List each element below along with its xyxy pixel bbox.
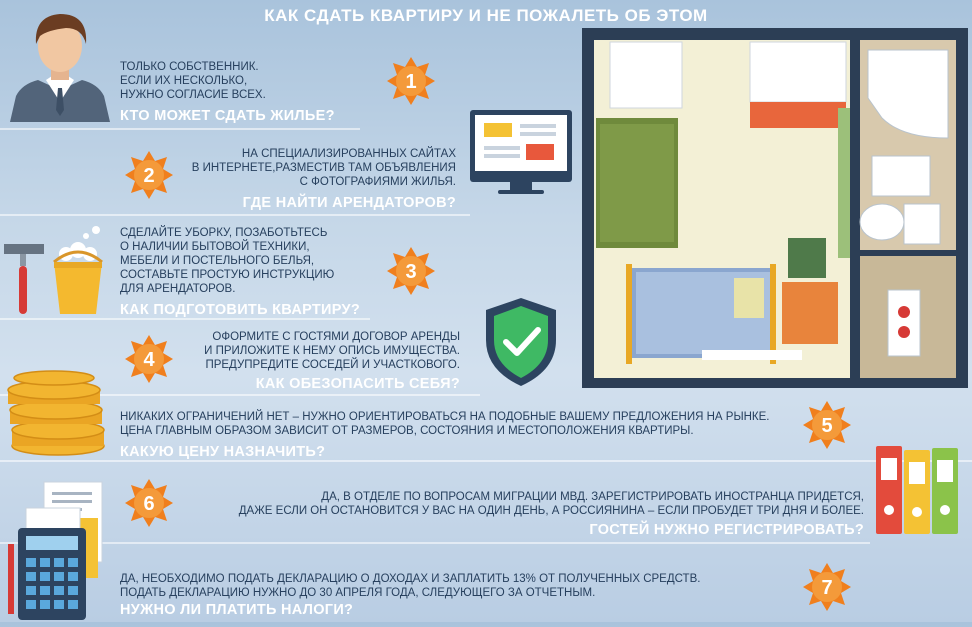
badge-2 [124,150,174,200]
cleaning-icon [4,222,108,316]
divider [0,460,972,462]
svg-text:3: 3 [405,261,417,283]
svg-text:4: 4 [143,349,155,371]
item-2-text: НА СПЕЦИАЛИЗИРОВАННЫХ САЙТАХ В ИНТЕРНЕТЕ,РАЗМЕСТИВ ТАМ ОБЪЯВЛЕНИЯ С ФОТОГРАФИЯМИ ЖИЛЬЯ. [191,148,456,188]
apartment-plan-illustration [582,28,968,388]
monitor-icon [470,110,572,194]
svg-text:1: 1 [405,71,417,93]
owner-avatar-icon [8,6,112,122]
badge-7 [802,562,852,612]
item-1-text: ТОЛЬКО СОБСТВЕННИК. ЕСЛИ ИХ НЕСКОЛЬКО, НУЖНО СОГЛАСИЕ ВСЕХ. [120,61,266,101]
badge-3 [386,246,436,296]
divider [0,318,370,320]
item-3-text: СДЕЛАЙТЕ УБОРКУ, ПОЗАБОТЬТЕСЬ О НАЛИЧИИ БЫТОВОЙ ТЕХНИКИ, МЕБЕЛИ И ПОСТЕЛЬНОГО БЕЛЬЯ, СОСТАВЬТЕ ПРОСТУЮ ИНСТРУКЦИЮ ДЛЯ АРЕНДАТОРОВ. [120,227,335,295]
shield-check-icon [484,296,558,388]
badge-5 [802,400,852,450]
item-7-text: ДА, НЕОБХОДИМО ПОДАТЬ ДЕКЛАРАЦИЮ О ДОХОДАХ И ЗАПЛАТИТЬ 13% ОТ ПОЛУЧЕННЫХ СРЕДСТВ. ПОДАТЬ ДЕКЛАРАЦИЮ НУЖНО ДО 30 АПРЕЛЯ ГОДА, СЛЕДУЮЩЕГО ЗА ОТЧЕТНЫМ. [120,573,701,599]
item-6-question: ГОСТЕЙ НУЖНО РЕГИСТРИРОВАТЬ? [589,522,864,538]
svg-text:2: 2 [143,165,155,187]
badge-1 [386,56,436,106]
divider [0,542,870,544]
item-1-question: КТО МОЖЕТ СДАТЬ ЖИЛЬЕ? [120,108,335,124]
item-4-question: КАК ОБЕЗОПАСИТЬ СЕБЯ? [255,376,460,392]
item-3-question: КАК ПОДГОТОВИТЬ КВАРТИРУ? [120,302,361,318]
svg-text:7: 7 [821,577,833,599]
svg-text:6: 6 [143,493,155,515]
item-2-question: ГДЕ НАЙТИ АРЕНДАТОРОВ? [242,195,456,211]
item-5-question: КАКУЮ ЦЕНУ НАЗНАЧИТЬ? [120,444,326,460]
item-5-text: НИКАКИХ ОГРАНИЧЕНИЙ НЕТ – НУЖНО ОРИЕНТИРОВАТЬСЯ НА ПОДОБНЫЕ ВАШЕМУ ПРЕДЛОЖЕНИЯ НА РЫНКЕ. ЦЕНА ГЛАВНЫМ ОБРАЗОМ ЗАВИСИТ ОТ РАЗМЕРОВ, СОСТОЯНИЯ И МЕСТОПОЛОЖЕНИЯ КВАРТИРЫ. [120,411,770,437]
badge-4 [124,334,174,384]
svg-text:5: 5 [821,415,833,437]
item-7-question: НУЖНО ЛИ ПЛАТИТЬ НАЛОГИ? [120,602,354,618]
divider [0,128,360,130]
page-title: КАК СДАТЬ КВАРТИРУ И НЕ ПОЖАЛЕТЬ ОБ ЭТОМ [264,6,708,25]
divider [0,214,470,216]
binders-icon [876,444,960,536]
item-4-text: ОФОРМИТЕ С ГОСТЯМИ ДОГОВОР АРЕНДЫ И ПРИЛОЖИТЕ К НЕМУ ОПИСЬ ИМУЩЕСТВА. ПРЕДУПРЕДИТЕ СОСЕДЕЙ И УЧАСТКОВОГО. [204,331,460,371]
item-6-text: ДА, В ОТДЕЛЕ ПО ВОПРОСАМ МИГРАЦИИ МВД. ЗАРЕГИСТРИРОВАТЬ ИНОСТРАНЦА ПРИДЕТСЯ, ДАЖЕ ЕСЛИ ОН ОСТАНОВИТСЯ У ВАС НА ОДИН ДЕНЬ, А РОССИЯНИНА – ЕСЛИ ПРОБУДЕТ ТРИ ДНЯ И БОЛЕЕ. [238,491,864,517]
coins-icon [6,370,108,456]
calculator-documents-icon [4,478,112,622]
badge-6 [124,478,174,528]
